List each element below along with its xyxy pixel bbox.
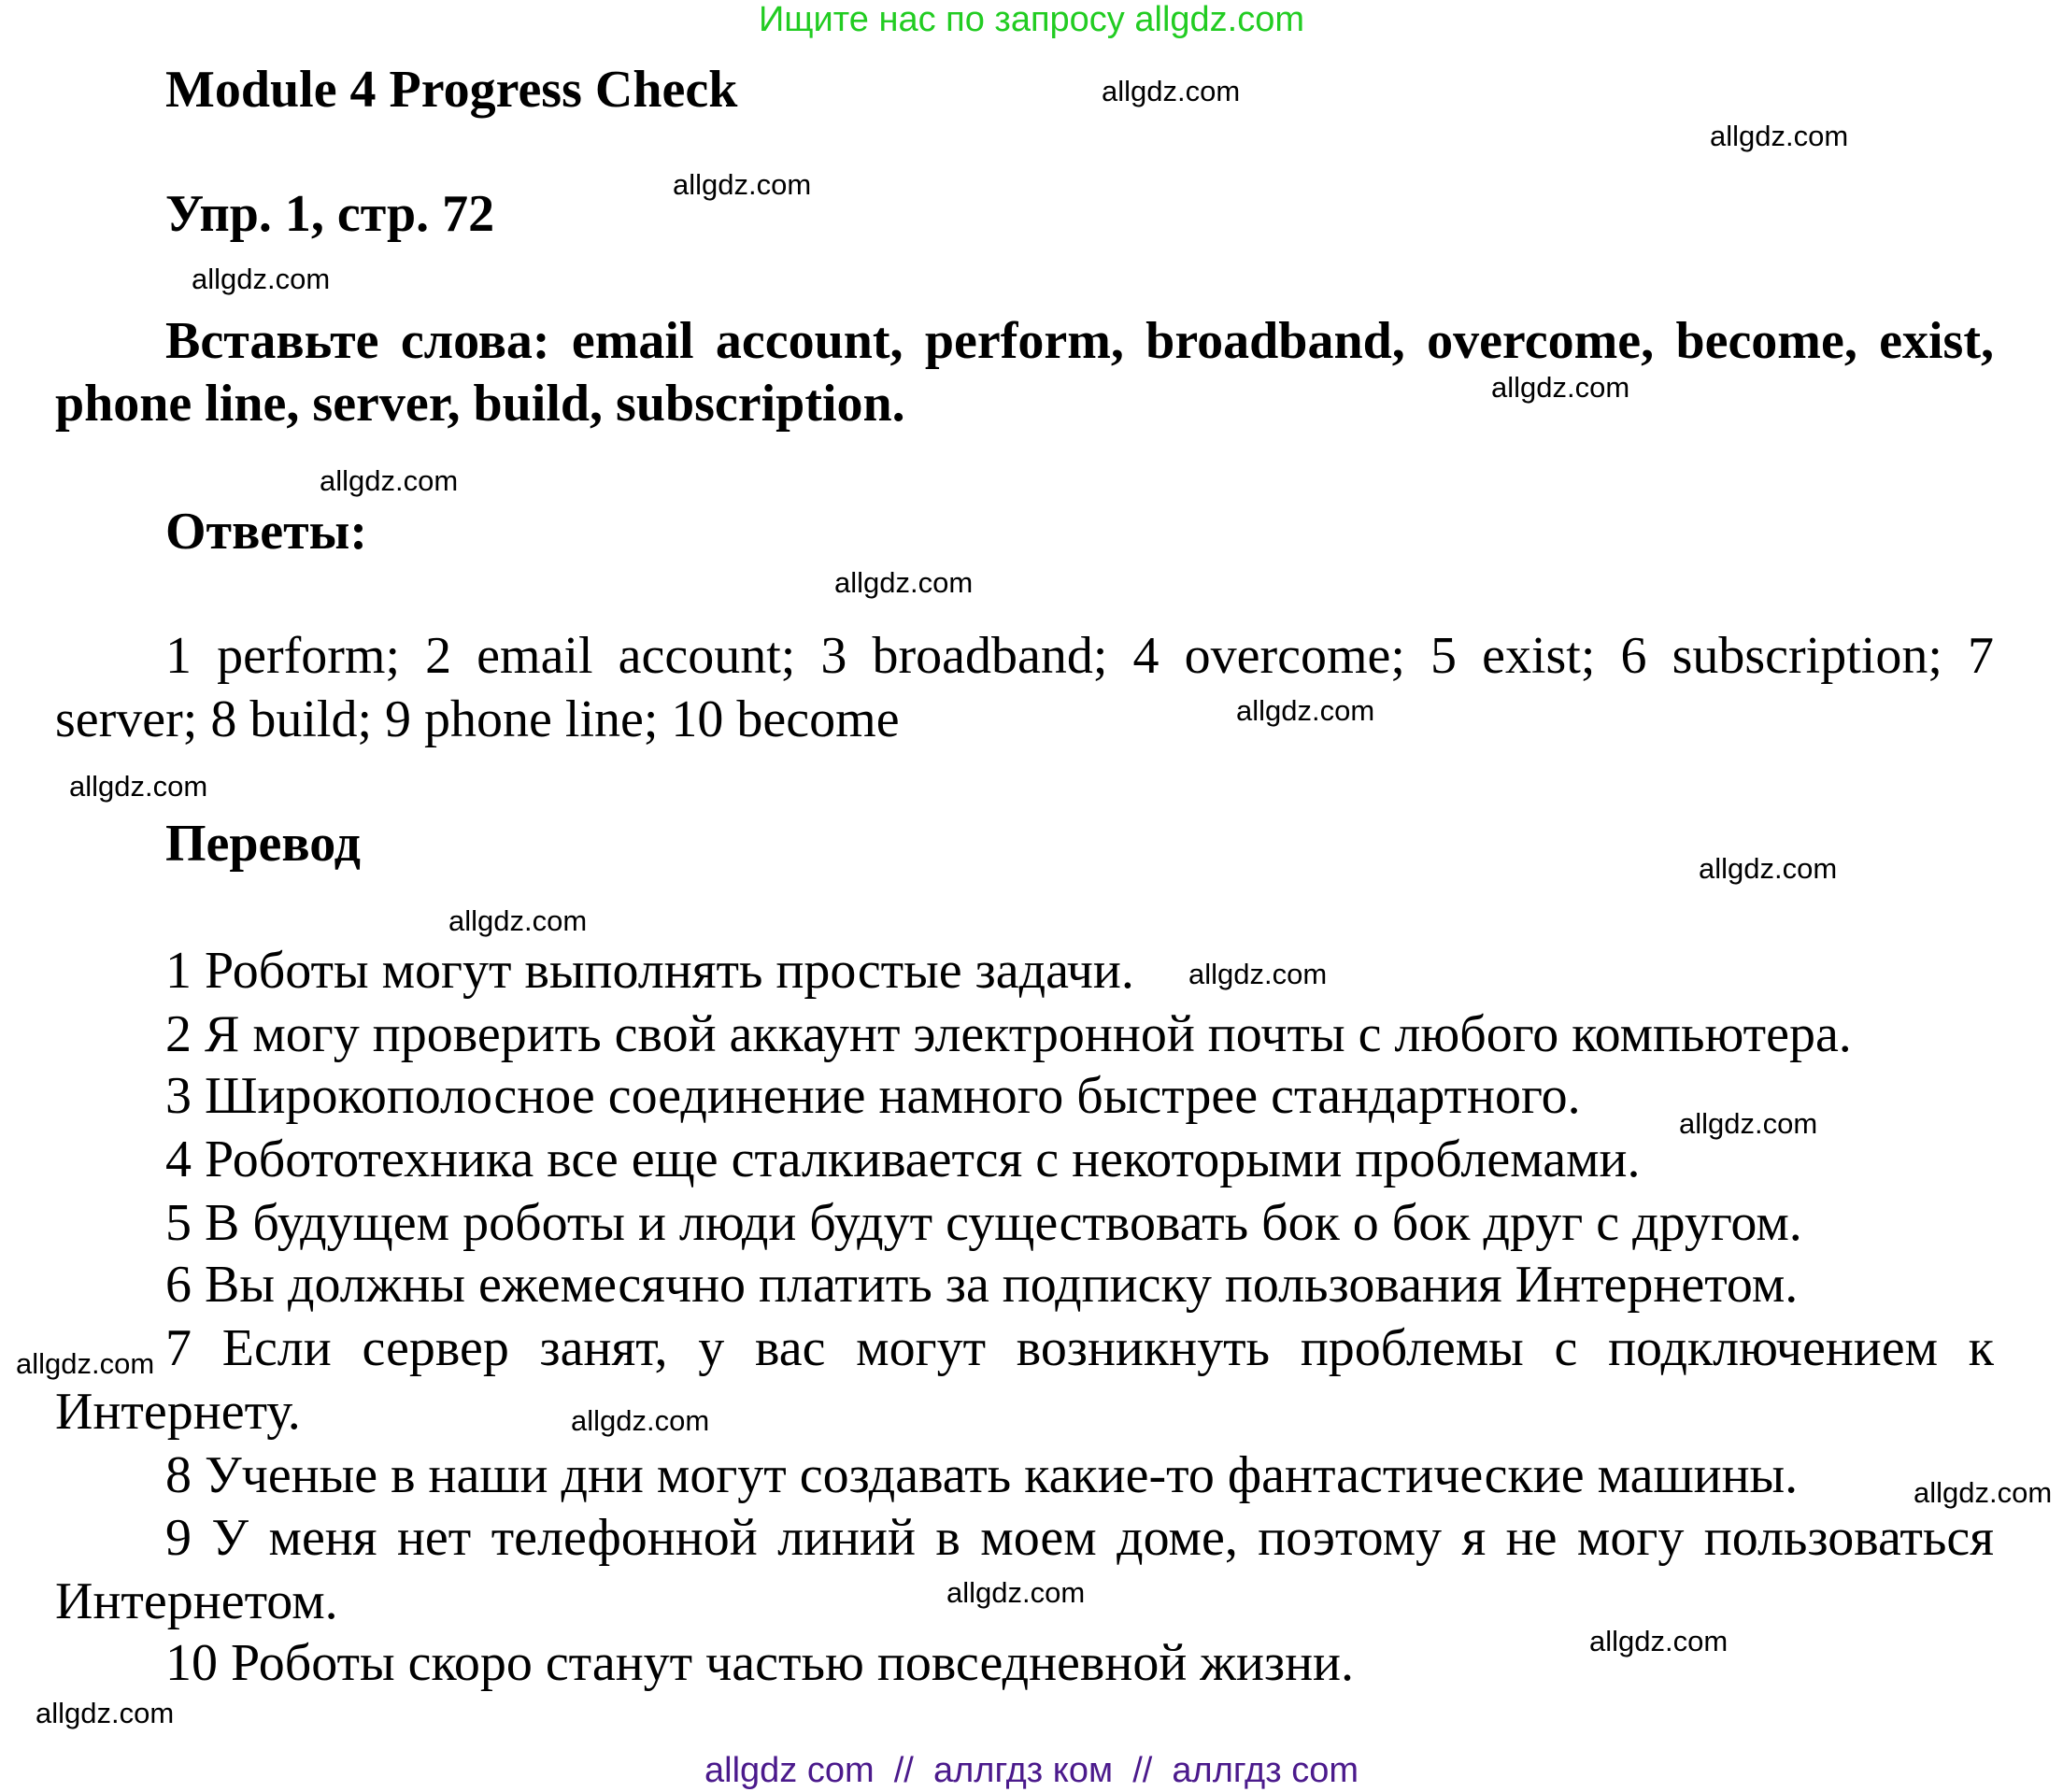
- translation-heading: Перевод: [165, 815, 361, 873]
- answers-heading: Ответы:: [165, 503, 368, 561]
- watermark: allgdz.com: [834, 566, 974, 599]
- translation-line: 2 Я могу проверить свой аккаунт электронной почты с любого компьютера.: [165, 1005, 1852, 1063]
- watermark: allgdz.com: [1589, 1625, 1729, 1657]
- watermark: allgdz.com: [571, 1404, 710, 1437]
- footer-watermark: allgdz com // аллгдз ком // аллгдз com: [704, 1751, 1359, 1790]
- translation-line: 5 В будущем роботы и люди будут существовать бок о бок друг с другом.: [165, 1194, 1802, 1252]
- translation-line: 1 Роботы могут выполнять простые задачи.: [165, 942, 1134, 1000]
- watermark: allgdz.com: [1102, 75, 1241, 107]
- translation-line: 6 Вы должны ежемесячно платить за подписку пользования Интернетом.: [165, 1256, 1799, 1314]
- watermark: allgdz.com: [1710, 120, 1849, 152]
- watermark: allgdz.com: [192, 263, 331, 295]
- watermark: allgdz.com: [69, 770, 208, 803]
- watermark: allgdz.com: [320, 464, 459, 497]
- translation-line: 10 Роботы скоро станут частью повседневной жизни.: [165, 1634, 1355, 1692]
- watermark: allgdz.com: [448, 904, 588, 937]
- watermark: allgdz.com: [16, 1347, 155, 1380]
- watermark: allgdz.com: [1188, 958, 1328, 990]
- task-line-1: Вставьте слова: email account, perform, broadband, overcome, become, exist,: [165, 312, 1994, 370]
- translation-line: 3 Широкополосное соединение намного быстрее стандартного.: [165, 1067, 1581, 1125]
- translation-line: Интернету.: [55, 1383, 301, 1441]
- answers-line-1: 1 perform; 2 email account; 3 broadband; 4 overcome; 5 exist; 6 subscription; 7: [165, 627, 1994, 685]
- translation-line: 4 Робототехника все еще сталкивается с некоторыми проблемами.: [165, 1131, 1641, 1188]
- search-banner: Ищите нас по запросу allgdz.com: [758, 0, 1304, 39]
- translation-line: 7 Если сервер занят, у вас могут возникнуть проблемы с подключением к: [165, 1319, 1994, 1377]
- task-line-2: phone line, server, build, subscription.: [55, 375, 905, 433]
- watermark: allgdz.com: [1679, 1107, 1818, 1140]
- watermark: allgdz.com: [673, 168, 812, 201]
- watermark: allgdz.com: [36, 1697, 175, 1729]
- translation-line: Интернетом.: [55, 1572, 338, 1630]
- translation-line: 8 Ученые в наши дни могут создавать какие-то фантастические машины.: [165, 1446, 1799, 1504]
- watermark: allgdz.com: [1491, 371, 1630, 404]
- page-title: Module 4 Progress Check: [165, 61, 738, 119]
- watermark: allgdz.com: [1699, 852, 1838, 885]
- answers-line-2: server; 8 build; 9 phone line; 10 become: [55, 690, 900, 748]
- translation-line: 9 У меня нет телефонной линий в моем доме, поэтому я не могу пользоваться: [165, 1509, 1994, 1567]
- watermark: allgdz.com: [946, 1576, 1086, 1609]
- watermark: allgdz.com: [1914, 1476, 2053, 1509]
- exercise-heading: Упр. 1, стр. 72: [165, 185, 495, 243]
- watermark: allgdz.com: [1236, 694, 1375, 727]
